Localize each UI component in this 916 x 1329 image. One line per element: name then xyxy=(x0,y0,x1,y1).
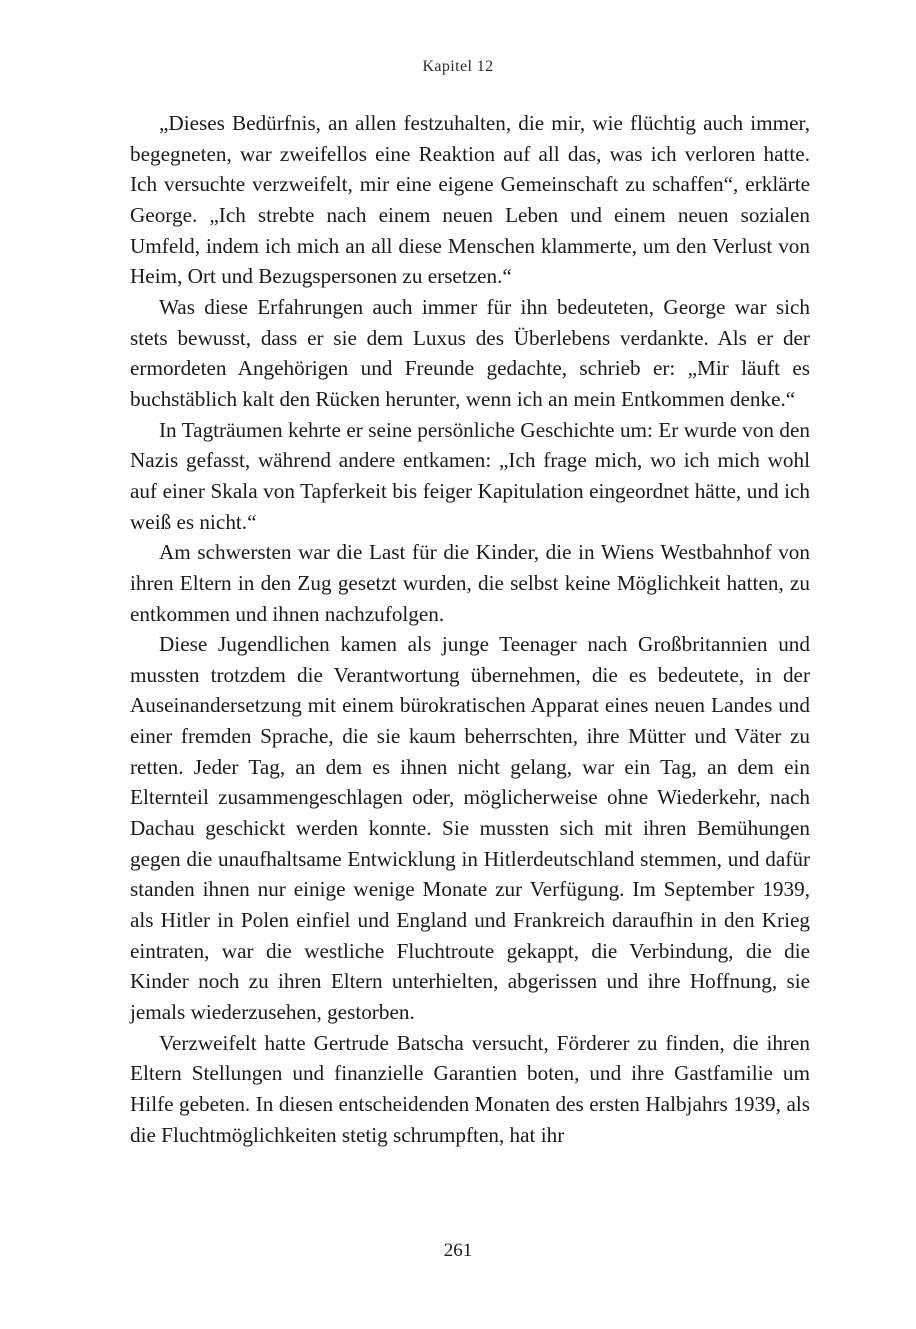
paragraph: Was diese Erfahrungen auch immer für ihn bedeuteten, George war sich stets bewusst, dass er sie dem Luxus des Überlebens verdankte. Als er der ermordeten Angehörigen und Freunde gedachte, schrieb er: „Mir läuft es buchstäblich kalt den Rücken herunter, wenn ich an mein Entkommen denke.“ xyxy=(130,294,810,411)
paragraph: Diese Jugendlichen kamen als junge Teenager nach Großbritannien und mussten trotzdem die Verantwortung übernehmen, die es bedeutete, in der Auseinandersetzung mit einem bürokratischen Apparat eines neuen Landes und einer fremden Sprache, die sie kaum beherrschten, ihre Mütter und Väter zu retten. Jeder Tag, an dem es ihnen nicht gelang, war ein Tag, an dem ein Elternteil zusammengeschlagen oder, möglicherweise ohne Wiederkehr, nach Dachau geschickt werden konnte. Sie mussten sich mit ihren Bemühungen gegen die unaufhaltsame Entwicklung in Hitlerdeutschland stemmen, und dafür standen ihnen nur einige wenige Monate zur Verfügung. Im September 1939, als Hitler in Polen einfiel und England und Frankreich daraufhin in den Krieg eintraten, war die westliche Fluchtroute gekappt, die Verbindung, die die Kinder noch zu ihren Eltern unterhielten, abgerissen und ihre Hoffnung, sie jemals wiederzusehen, gestorben. xyxy=(130,632,810,1025)
paragraph: In Tagträumen kehrte er seine persönliche Geschichte um: Er wurde von den Nazis gefasst, während andere entkamen: „Ich frage mich, wo ich mich wohl auf einer Skala von Tapferkeit bis feiger Kapitulation eingeordnet hätte, und ich weiß es nicht.“ xyxy=(130,417,810,534)
paragraph: „Dieses Bedürfnis, an allen festzuhalten, die mir, wie flüchtig auch immer, begegneten, war zweifellos eine Reaktion auf all das, was ich verloren hatte. Ich versuchte verzweifelt, mir eine eigene Gemeinschaft zu schaffen“, erklärte George. „Ich strebte nach einem neuen Leben und einem neuen sozialen Umfeld, indem ich mich an all diese Menschen klammerte, um den Verlust von Heim, Ort und Bezugspersonen zu ersetzen.“ xyxy=(130,111,810,289)
running-head: Kapitel 12 xyxy=(422,58,494,75)
page-number: 261 xyxy=(443,1240,473,1261)
body-text xyxy=(130,108,810,1150)
paragraph: Am schwersten war die Last für die Kinder, die in Wiens Westbahnhof von ihren Eltern in den Zug gesetzt wurden, die selbst keine Möglichkeit hatten, zu entkommen und ihnen nachzufolgen. xyxy=(130,540,810,626)
paragraph: Verzweifelt hatte Gertrude Batscha versucht, Förderer zu finden, die ihren Eltern Stellungen und finanzielle Garantien boten, und ihre Gastfamilie um Hilfe gebeten. In diesen entscheidenden Monaten des ersten Halbjahrs 1939, als die Fluchtmöglichkeiten stetig schrumpften, hat ihr xyxy=(130,1030,810,1147)
